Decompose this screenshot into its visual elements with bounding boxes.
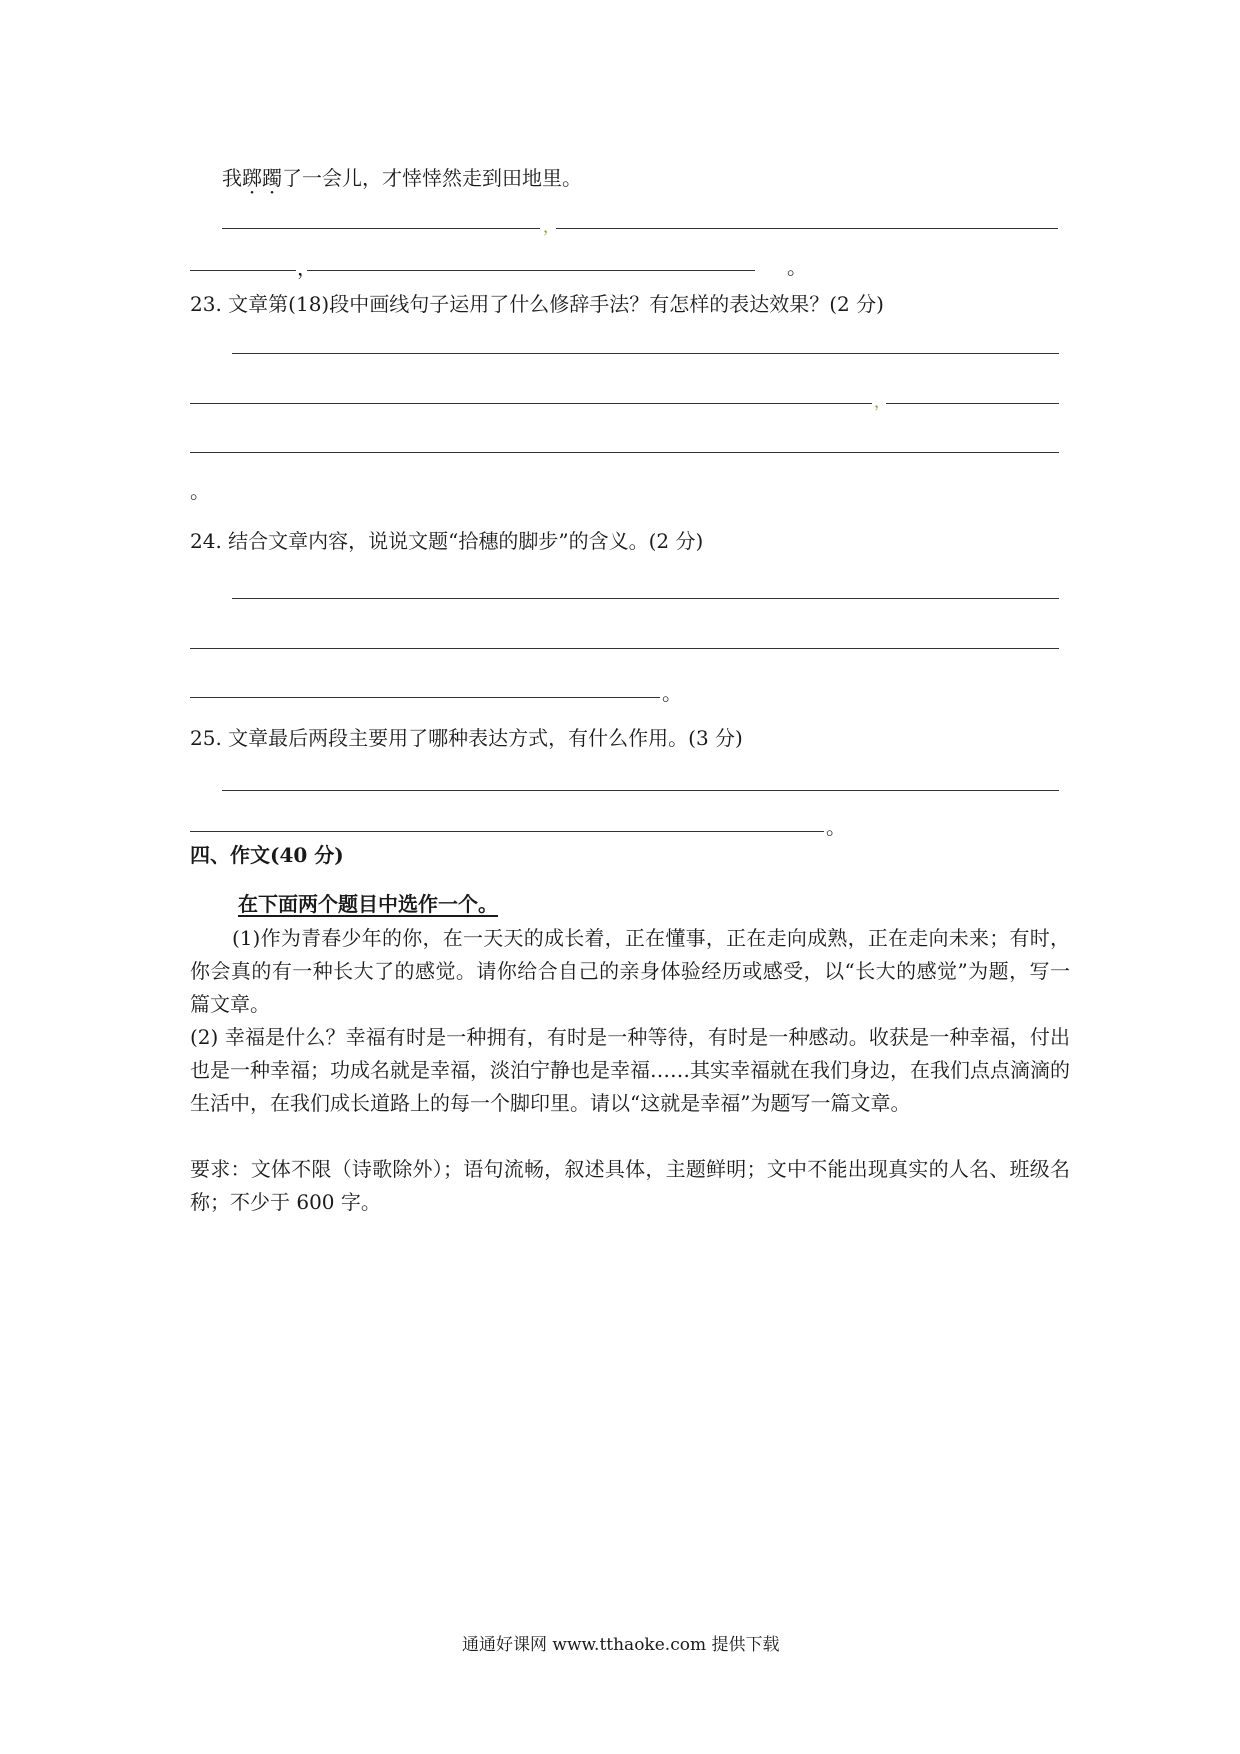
answer-line[interactable]	[307, 270, 755, 271]
answer-line[interactable]	[190, 831, 824, 832]
answer-line[interactable]	[190, 648, 1059, 649]
essay-instruction: 在下面两个题目中选作一个。	[238, 892, 498, 916]
example-sentence	[222, 166, 582, 190]
answer-line[interactable]	[222, 228, 540, 229]
answer-line[interactable]	[232, 598, 1059, 599]
answer-line[interactable]	[556, 228, 1058, 229]
essay-topic-1: (1)作为青春少年的你，在一天天的成长着，正在懂事，正在走向成熟，正在走向未来；有时，你会真的有一种长大了的感觉。请你给合自己的亲身体验经历或感受，以“长大的感觉”为题，写一篇文章。	[190, 926, 1070, 1016]
answer-line[interactable]	[190, 403, 872, 404]
period-mark: 。	[787, 255, 807, 279]
essay-topic-2: (2) 幸福是什么？幸福有时是一种拥有，有时是一种等待，有时是一种感动。收获是一种幸福，付出也是一种幸福；功成名就是幸福，淡泊宁静也是幸福……其实幸福就在我们身边，在我们点点滴滴的生活中，在我们成长道路上的每一个脚印里。请以“这就是幸福”为题写一篇文章。	[190, 1025, 1070, 1115]
period-mark: 。	[826, 815, 846, 839]
emphasized-char-1: 踯	[242, 166, 262, 190]
comma-mark: ，	[297, 256, 317, 280]
essay-requirements: 要求：文体不限（诗歌除外）；语句流畅，叙述具体，主题鲜明；文中不能出现真实的人名、班级名称；不少于 600 字。	[190, 1157, 1070, 1214]
sentence-prefix: 我	[222, 166, 242, 190]
section-heading: 四、作文(40 分)	[190, 843, 344, 867]
period-mark: 。	[190, 479, 210, 503]
period-mark: 。	[662, 681, 682, 705]
answer-line[interactable]	[232, 353, 1059, 354]
question-23: 23. 文章第(18)段中画线句子运用了什么修辞手法？有怎样的表达效果？(2 分)	[190, 292, 884, 316]
sentence-suffix: 了一会儿，才悻悻然走到田地里。	[282, 166, 582, 190]
answer-line[interactable]	[190, 452, 1059, 453]
question-25: 25. 文章最后两段主要用了哪种表达方式，有什么作用。(3 分)	[190, 726, 743, 750]
question-24: 24. 结合文章内容，说说文题“拾穗的脚步”的含义。(2 分)	[190, 529, 704, 553]
comma-mark: ，	[874, 392, 891, 411]
answer-line[interactable]	[190, 697, 660, 698]
answer-line[interactable]	[222, 790, 1059, 791]
answer-line[interactable]	[190, 270, 296, 271]
comma-mark: ，	[543, 217, 560, 236]
footer-text: 通通好课网 www.tthaoke.com 提供下载	[462, 1635, 780, 1655]
emphasized-char-2: 躅	[262, 166, 282, 190]
answer-line[interactable]	[886, 403, 1059, 404]
